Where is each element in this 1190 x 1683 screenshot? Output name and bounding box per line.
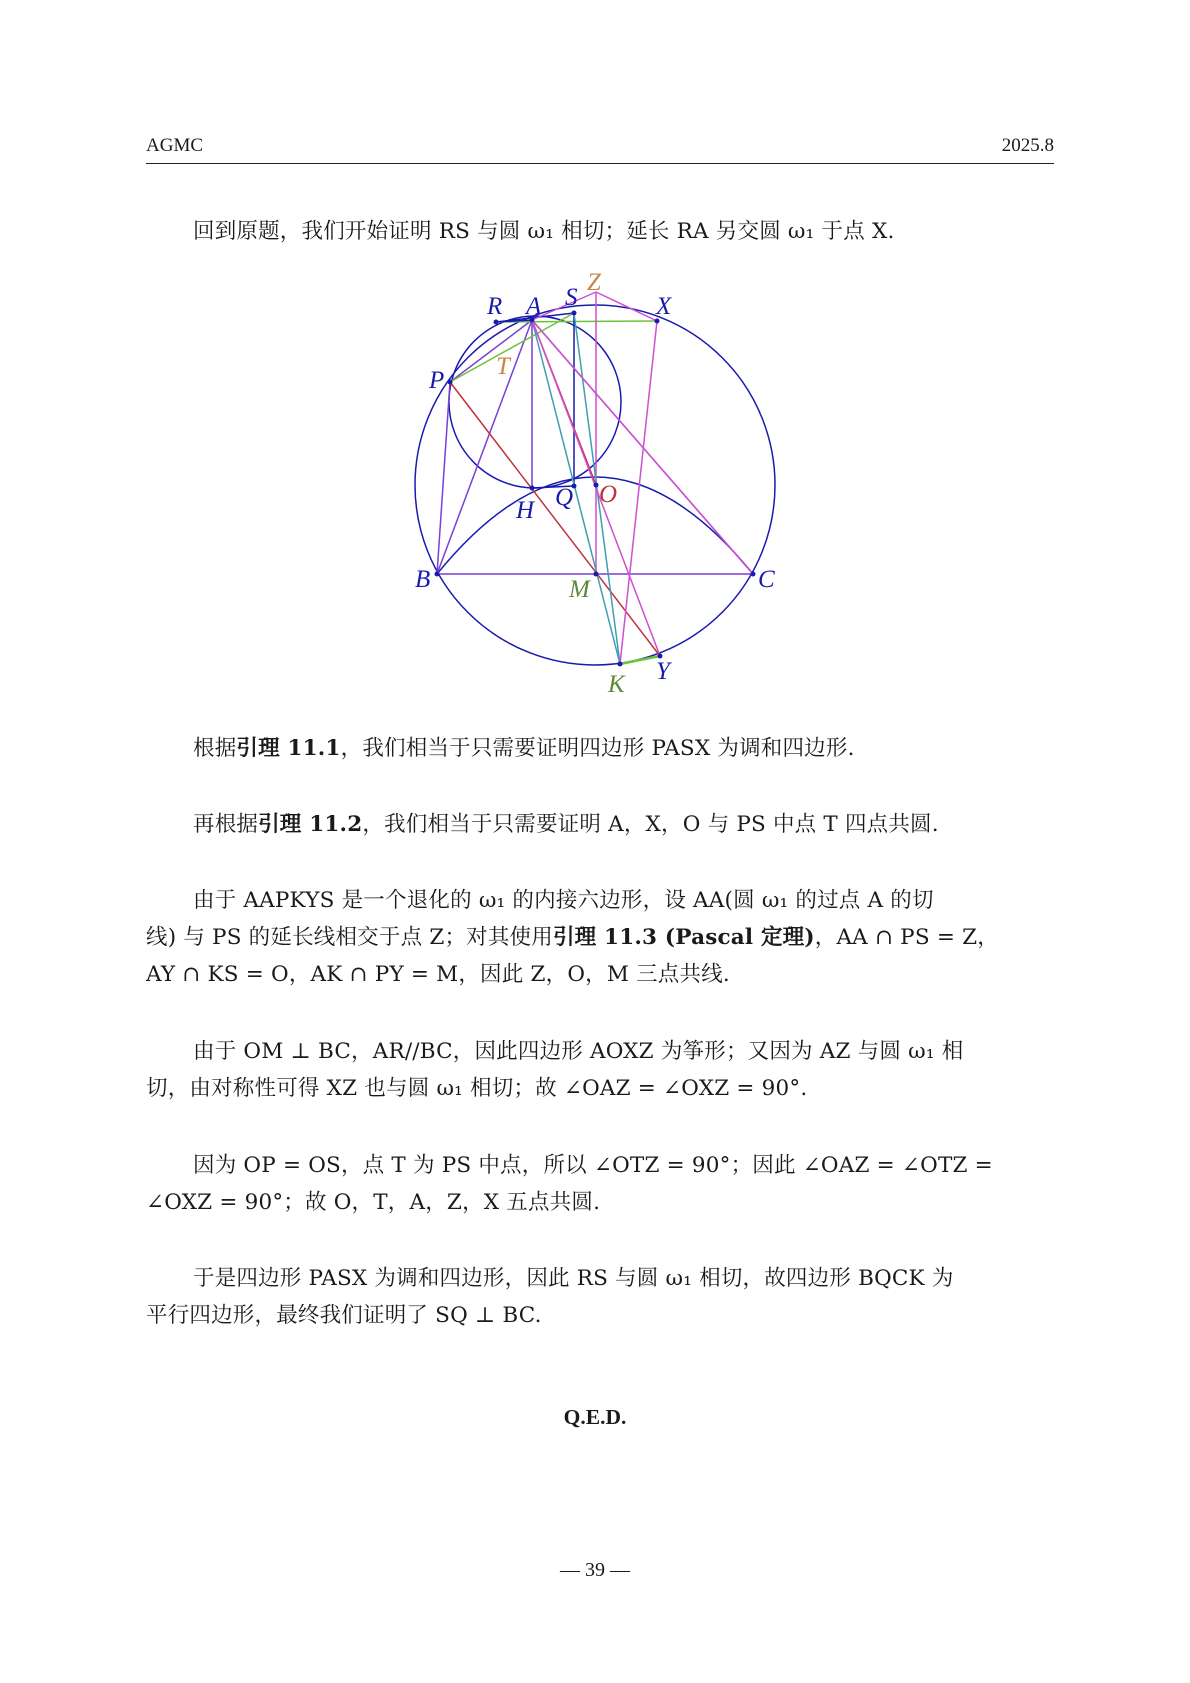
label-o: O	[599, 481, 618, 508]
label-z: Z	[587, 269, 601, 296]
qed-mark: Q.E.D.	[563, 1405, 627, 1429]
lemma-11-1-ref: 引理 11.1	[236, 736, 341, 761]
circle-omega1	[449, 316, 621, 488]
label-x: X	[656, 293, 672, 320]
label-k: K	[608, 671, 625, 698]
paragraph-6-line-1: 因为 OP = OS，点 T 为 PS 中点，所以 ∠OTZ = 90°；因此 ∠OAZ = ∠OTZ =	[193, 1153, 993, 1178]
label-r: R	[487, 293, 503, 320]
label-a: A	[526, 293, 542, 320]
side-ab	[437, 320, 532, 574]
line-zx	[596, 292, 657, 321]
page-number: — 39 —	[560, 1559, 630, 1581]
paragraph-7-line-1: 于是四边形 PASX 为调和四边形，因此 RS 与圆 ω₁ 相切，故四边形 BQCK 为	[193, 1266, 954, 1291]
line-za	[532, 292, 596, 320]
paragraph-2	[146, 730, 1101, 767]
paragraph-5	[146, 1033, 1054, 1107]
label-q: Q	[555, 484, 574, 511]
paragraph-5-line-2: 切，由对称性可得 XZ 也与圆 ω₁ 相切；故 ∠OAZ = ∠OXZ = 90°.	[146, 1076, 808, 1101]
line-py	[450, 382, 660, 656]
label-s: S	[565, 284, 578, 311]
paragraph-4	[146, 882, 1054, 993]
arc-bqc	[437, 477, 753, 574]
paragraph-4-line-2: 线) 与 PS 的延长线相交于点 Z；对其使用引理 11.3 (Pascal 定理)，AA ∩ PS = Z，	[146, 925, 999, 950]
line-ky	[620, 656, 660, 664]
label-y: Y	[656, 658, 670, 685]
header-left: AGMC	[146, 135, 204, 156]
lemma-11-2-ref: 引理 11.2	[258, 812, 363, 837]
paragraph-7-line-2: 平行四边形，最终我们证明了 SQ ⊥ BC.	[146, 1303, 542, 1328]
paragraph-6	[146, 1147, 1054, 1221]
lemma-11-3-ref: 引理 11.3 (Pascal 定理)	[552, 925, 815, 950]
label-h: H	[516, 497, 535, 524]
label-p: P	[429, 367, 445, 394]
paragraph-1-text: 回到原题，我们开始证明 RS 与圆 ω₁ 相切；延长 RA 另交圆 ω₁ 于点 X.	[193, 219, 895, 244]
paragraph-4-line-1: 由于 AAPKYS 是一个退化的 ω₁ 的内接六边形，设 AA(圆 ω₁ 的过点 A 的切	[193, 888, 934, 913]
paragraph-5-line-1: 由于 OM ⊥ BC，AR//BC，因此四边形 AOXZ 为筝形；又因为 AZ 与圆 ω₁ 相	[193, 1039, 964, 1064]
paragraph-3	[146, 806, 1101, 843]
label-b: B	[415, 566, 431, 593]
paragraph-4-line-3: AY ∩ KS = O，AK ∩ PY = M，因此 Z，O，M 三点共线.	[146, 962, 730, 987]
label-m: M	[569, 576, 590, 603]
line-xk	[620, 321, 657, 664]
paragraph-2-text: 根据引理 11.1，我们相当于只需要证明四边形 PASX 为调和四边形.	[193, 736, 855, 761]
header-right: 2025.8	[1001, 135, 1054, 156]
label-t: T	[496, 353, 510, 380]
paragraph-3-text: 再根据引理 11.2，我们相当于只需要证明 A，X，O 与 PS 中点 T 四点共圆.	[193, 812, 939, 837]
paragraph-7	[146, 1260, 1054, 1334]
label-c: C	[758, 566, 775, 593]
paragraph-6-line-2: ∠OXZ = 90°；故 O，T，A，Z，X 五点共圆.	[146, 1190, 601, 1215]
